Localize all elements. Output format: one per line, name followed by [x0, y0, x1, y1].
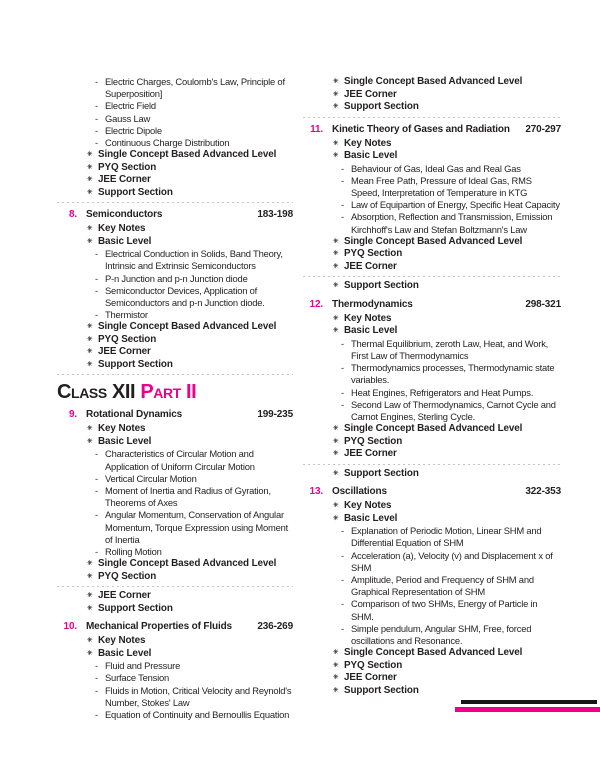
asterisk-bullet-icon: ✳	[333, 90, 339, 98]
toc-subitem	[57, 125, 293, 137]
toc-subitem-label: Electrical Conduction in Solids, Band Theory, Intrinsic and Extrinsic Semiconductors	[105, 248, 283, 272]
asterisk-bullet-icon: ✳	[333, 514, 339, 522]
toc-chapter-row	[303, 298, 561, 311]
toc-item-label: Key Notes	[344, 137, 392, 149]
toc-subitem-label: Electric Dipole	[105, 124, 162, 136]
toc-item	[303, 261, 561, 274]
toc-item-label: Key Notes	[98, 423, 146, 435]
dash-icon: -	[341, 211, 344, 223]
dashed-divider	[303, 464, 561, 465]
dash-icon: -	[95, 660, 98, 672]
asterisk-bullet-icon: ✳	[333, 237, 339, 245]
toc-item	[303, 672, 561, 685]
toc-item	[57, 436, 293, 449]
toc-subitem	[57, 309, 293, 321]
toc-subitem-label: Rolling Motion	[105, 546, 162, 558]
toc-subitem	[303, 163, 561, 175]
toc-item-label: PYQ Section	[98, 333, 157, 345]
dash-icon: -	[95, 485, 98, 497]
chapter-number: 12.	[309, 298, 323, 310]
toc-item-label: Key Notes	[344, 312, 392, 324]
toc-item	[57, 423, 293, 436]
toc-item	[303, 236, 561, 249]
toc-subitem	[303, 387, 561, 399]
toc-subitem-label: Angular Momentum, Conservation of Angular Momentum, Torque Expression using Moment of Inertia	[105, 509, 289, 545]
toc-item	[303, 101, 561, 114]
footer-bar-pink	[455, 707, 600, 712]
toc-item-label: Support Section	[344, 684, 419, 696]
toc-subitem-label: Semiconductor Devices, Application of Semiconductors and p-n Junction diode.	[105, 284, 265, 309]
asterisk-bullet-icon: ✳	[333, 686, 339, 694]
dash-icon: -	[95, 284, 98, 296]
toc-item	[303, 660, 561, 673]
toc-subitem-label: Fluid and Pressure	[105, 660, 181, 672]
toc-columns	[57, 76, 561, 721]
asterisk-bullet-icon: ✳	[333, 103, 339, 110]
toc-subitem	[303, 598, 561, 622]
toc-subitem	[303, 525, 561, 549]
toc-item-label: Basic Level	[344, 325, 398, 337]
asterisk-bullet-icon: ✳	[87, 604, 93, 612]
toc-subitem	[303, 211, 561, 235]
toc-item	[57, 558, 293, 571]
asterisk-bullet-icon: ✳	[333, 262, 339, 270]
toc-subitem	[57, 660, 293, 672]
toc-item	[57, 187, 293, 200]
chapter-page-range: 270-297	[525, 123, 561, 135]
dashed-divider	[57, 586, 293, 587]
chapter-page-range: 322-353	[525, 486, 561, 498]
toc-subitem	[57, 285, 293, 309]
toc-item	[303, 325, 561, 338]
toc-subitem-label: Electric Charges, Coulomb's Law, Principle of Superposition]	[105, 76, 285, 100]
toc-item	[57, 590, 293, 603]
chapter-number: 8.	[68, 209, 77, 221]
dash-icon: -	[341, 337, 344, 349]
toc-chapter-row	[57, 408, 293, 421]
chapter-title: Kinetic Theory of Gases and Radiation	[332, 123, 510, 135]
toc-item	[303, 248, 561, 261]
toc-subitem-label: Behaviour of Gas, Ideal Gas and Real Gas	[351, 162, 521, 174]
toc-subitem	[57, 546, 293, 558]
dash-icon: -	[95, 248, 98, 260]
chapter-number: 11.	[310, 123, 323, 135]
toc-item	[57, 346, 293, 359]
dash-icon: -	[95, 684, 98, 696]
dash-icon: -	[95, 272, 98, 284]
toc-subitem	[303, 399, 561, 423]
toc-chapter-row	[57, 208, 293, 221]
toc-item	[303, 76, 561, 89]
asterisk-bullet-icon: ✳	[333, 139, 339, 147]
toc-subitem	[57, 137, 293, 149]
toc-item	[303, 500, 561, 513]
toc-item	[57, 635, 293, 648]
toc-item-label: Single Concept Based Advanced Level	[98, 558, 277, 570]
toc-item-label: Support Section	[344, 280, 419, 292]
toc-item	[303, 423, 561, 436]
chapter-page-range: 236-269	[257, 621, 293, 633]
footer-bar-black	[461, 700, 597, 704]
dash-icon: -	[95, 672, 98, 684]
asterisk-bullet-icon: ✳	[333, 314, 339, 322]
toc-subitem	[57, 509, 293, 546]
toc-item-label: Single Concept Based Advanced Level	[344, 235, 523, 247]
toc-item-label: PYQ Section	[98, 570, 157, 582]
toc-subitem-label: Second Law of Thermodynamics, Carnot Cycle and Carnot Engines, Sterling Cycle.	[351, 398, 556, 422]
toc-subitem-label: Comparison of two SHMs, Energy of Particle in SHM.	[351, 598, 538, 622]
dash-icon: -	[341, 525, 344, 537]
toc-item	[303, 647, 561, 660]
asterisk-bullet-icon: ✳	[333, 425, 339, 433]
asterisk-bullet-icon: ✳	[333, 649, 339, 657]
toc-subitem	[303, 574, 561, 598]
chapter-title: Mechanical Properties of Fluids	[86, 621, 232, 633]
toc-column-right	[303, 76, 561, 721]
toc-item-label: Single Concept Based Advanced Level	[344, 423, 523, 435]
asterisk-bullet-icon: ✳	[87, 151, 93, 159]
toc-item	[303, 513, 561, 526]
toc-column-left	[57, 76, 293, 721]
toc-subitem	[57, 672, 293, 684]
toc-item-label: Single Concept Based Advanced Level	[344, 76, 523, 87]
toc-item	[303, 685, 561, 698]
toc-item	[57, 174, 293, 187]
chapter-page-range: 183-198	[257, 209, 293, 221]
toc-item	[57, 603, 293, 616]
section-heading-part-label: Part II	[140, 381, 197, 404]
chapter-page-range: 199-235	[257, 409, 293, 421]
toc-subitem	[303, 550, 561, 574]
toc-item-label: Key Notes	[344, 500, 392, 512]
dash-icon: -	[341, 386, 344, 398]
toc-item-label: Basic Level	[98, 647, 152, 659]
toc-subitem	[57, 473, 293, 485]
toc-item	[303, 313, 561, 326]
toc-item-label: Single Concept Based Advanced Level	[344, 647, 523, 659]
dash-icon: -	[341, 199, 344, 211]
dash-icon: -	[341, 362, 344, 374]
chapter-number: 9.	[68, 409, 77, 421]
toc-item	[303, 436, 561, 449]
asterisk-bullet-icon: ✳	[87, 637, 93, 645]
toc-item-label: JEE Corner	[344, 448, 397, 460]
dashed-divider	[303, 276, 561, 277]
toc-subitem-label: Vertical Circular Motion	[105, 472, 197, 484]
chapter-number: 10.	[63, 621, 77, 633]
toc-subitem-label: Mean Free Path, Pressure of Ideal Gas, RMS Speed, Interpretation of Temperature in KTG	[351, 174, 532, 198]
toc-subitem-label: Continuous Charge Distribution	[105, 137, 230, 149]
asterisk-bullet-icon: ✳	[333, 437, 339, 445]
asterisk-bullet-icon: ✳	[333, 502, 339, 510]
toc-item	[303, 89, 561, 102]
asterisk-bullet-icon: ✳	[333, 661, 339, 669]
toc-item	[57, 359, 293, 372]
asterisk-bullet-icon: ✳	[87, 176, 93, 184]
toc-item-label: Support Section	[98, 602, 173, 614]
dash-icon: -	[341, 622, 344, 634]
toc-item	[57, 149, 293, 162]
toc-item	[57, 648, 293, 661]
toc-subitem-label: Absorption, Reflection and Transmission, Emission Kirchhoff's Law and Stefan Boltzmann's Law	[351, 211, 553, 235]
toc-item-label: Support Section	[344, 101, 419, 112]
toc-item-label: Key Notes	[98, 635, 146, 647]
toc-subitem-label: Thermodynamics processes, Thermodynamic state variables.	[351, 362, 555, 386]
toc-subitem	[303, 338, 561, 362]
chapter-number: 13.	[309, 486, 323, 498]
dash-icon: -	[341, 398, 344, 410]
toc-subitem-label: Explanation of Periodic Motion, Linear SHM and Differential Equation of SHM	[351, 525, 542, 549]
toc-item	[57, 223, 293, 236]
dash-icon: -	[95, 137, 98, 149]
dash-icon: -	[95, 509, 98, 521]
asterisk-bullet-icon: ✳	[87, 425, 93, 433]
toc-chapter-row	[57, 620, 293, 633]
toc-subitem-label: Electric Field	[105, 100, 156, 112]
asterisk-bullet-icon: ✳	[333, 78, 339, 85]
toc-item	[303, 468, 561, 481]
toc-subitem	[303, 199, 561, 211]
chapter-title: Rotational Dynamics	[86, 409, 183, 421]
asterisk-bullet-icon: ✳	[87, 237, 93, 245]
toc-item-label: JEE Corner	[98, 174, 151, 186]
asterisk-bullet-icon: ✳	[87, 560, 93, 568]
toc-chapter-row	[303, 485, 561, 498]
toc-subitem-label: Law of Equipartion of Energy, Specific Heat Capacity	[351, 199, 560, 211]
asterisk-bullet-icon: ✳	[333, 152, 339, 159]
toc-subitem	[57, 76, 293, 100]
asterisk-bullet-icon: ✳	[87, 437, 93, 445]
asterisk-bullet-icon: ✳	[333, 250, 339, 258]
toc-subitem-label: Simple pendulum, Angular SHM, Free, forced oscillations and Resonance.	[351, 622, 532, 646]
toc-item-label: Support Section	[344, 467, 419, 479]
toc-item	[57, 162, 293, 175]
toc-item-label: Single Concept Based Advanced Level	[98, 321, 277, 333]
dash-icon: -	[341, 174, 344, 186]
toc-subitem-label: Acceleration (a), Velocity (v) and Displacement x of SHM	[351, 549, 553, 573]
dashed-divider	[57, 374, 293, 375]
asterisk-bullet-icon: ✳	[87, 335, 93, 343]
chapter-title: Oscillations	[332, 486, 387, 498]
asterisk-bullet-icon: ✳	[87, 592, 93, 600]
toc-subitem-label: Fluids in Motion, Critical Velocity and Reynold's Number, Stokes' Law	[105, 684, 292, 708]
toc-item-label: PYQ Section	[98, 161, 157, 173]
asterisk-bullet-icon: ✳	[333, 282, 339, 290]
toc-item	[303, 150, 561, 163]
section-heading	[57, 382, 293, 403]
dash-icon: -	[341, 549, 344, 561]
toc-subitem-label: Surface Tension	[105, 672, 170, 684]
toc-subitem	[57, 100, 293, 112]
toc-subitem	[57, 709, 293, 721]
dash-icon: -	[95, 472, 98, 484]
toc-subitem-label: Gauss Law	[105, 112, 151, 124]
toc-subitem	[57, 248, 293, 272]
dash-icon: -	[95, 100, 98, 112]
chapter-page-range: 298-321	[525, 298, 561, 310]
chapter-title: Thermodynamics	[332, 298, 413, 310]
asterisk-bullet-icon: ✳	[333, 450, 339, 458]
toc-subitem-label: Moment of Inertia and Radius of Gyration, Theorems of Axes	[105, 485, 271, 509]
toc-item-label: JEE Corner	[98, 590, 151, 602]
asterisk-bullet-icon: ✳	[87, 163, 93, 171]
dash-icon: -	[95, 709, 98, 721]
toc-subitem	[57, 485, 293, 509]
dashed-divider	[303, 117, 561, 118]
toc-item-label: JEE Corner	[344, 88, 397, 100]
toc-subitem	[303, 623, 561, 647]
asterisk-bullet-icon: ✳	[87, 348, 93, 356]
dash-icon: -	[95, 448, 98, 460]
asterisk-bullet-icon: ✳	[87, 323, 93, 331]
toc-item	[57, 321, 293, 334]
toc-item-label: Basic Level	[344, 512, 398, 524]
toc-item-label: PYQ Section	[344, 248, 403, 260]
asterisk-bullet-icon: ✳	[333, 469, 339, 477]
toc-subitem-label: Equation of Continuity and Bernoullis Equation	[105, 709, 290, 721]
toc-subitem	[57, 273, 293, 285]
toc-subitem-label: Characteristics of Circular Motion and Application of Uniform Circular Motion	[105, 448, 255, 472]
toc-item-label: PYQ Section	[344, 435, 403, 447]
dash-icon: -	[341, 573, 344, 585]
dash-icon: -	[341, 162, 344, 174]
toc-item	[57, 334, 293, 347]
asterisk-bullet-icon: ✳	[87, 225, 93, 233]
toc-item-label: JEE Corner	[344, 260, 397, 272]
dash-icon: -	[95, 309, 98, 321]
toc-subitem	[303, 175, 561, 199]
toc-item	[303, 448, 561, 461]
toc-item-label: Support Section	[98, 186, 173, 198]
toc-item	[57, 236, 293, 249]
asterisk-bullet-icon: ✳	[87, 360, 93, 368]
toc-item-label: Key Notes	[98, 223, 146, 235]
toc-subitem	[303, 362, 561, 386]
toc-subitem	[57, 685, 293, 709]
asterisk-bullet-icon: ✳	[87, 188, 93, 196]
asterisk-bullet-icon: ✳	[87, 649, 93, 657]
toc-item-label: Single Concept Based Advanced Level	[98, 149, 277, 161]
toc-subitem-label: P-n Junction and p-n Junction diode	[105, 272, 248, 284]
toc-item-label: Basic Level	[98, 435, 152, 447]
toc-item	[57, 571, 293, 584]
dash-icon: -	[341, 598, 344, 610]
toc-item-label: PYQ Section	[344, 659, 403, 671]
toc-subitem-label: Heat Engines, Refrigerators and Heat Pumps.	[351, 386, 534, 398]
toc-subitem	[57, 113, 293, 125]
dash-icon: -	[95, 76, 98, 87]
dash-icon: -	[95, 546, 98, 558]
toc-item-label: JEE Corner	[344, 672, 397, 684]
chapter-title: Semiconductors	[86, 209, 163, 221]
toc-subitem-label: Amplitude, Period and Frequency of SHM and Graphical Representation of SHM	[351, 573, 534, 598]
toc-subitem-label: Thermistor	[105, 309, 148, 321]
asterisk-bullet-icon: ✳	[87, 572, 93, 580]
dashed-divider	[57, 202, 293, 203]
toc-item-label: Basic Level	[344, 150, 398, 161]
asterisk-bullet-icon: ✳	[333, 327, 339, 335]
toc-item	[303, 280, 561, 293]
dash-icon: -	[95, 124, 98, 136]
toc-subitem	[57, 448, 293, 472]
toc-subitem-label: Thermal Equilibrium, zeroth Law, Heat, and Work, First Law of Thermodynamics	[351, 337, 549, 361]
asterisk-bullet-icon: ✳	[333, 674, 339, 682]
section-heading-class-label: Class XII	[57, 381, 141, 404]
toc-item-label: JEE Corner	[98, 346, 151, 358]
toc-chapter-row	[303, 123, 561, 136]
toc-item-label: Basic Level	[98, 235, 152, 247]
toc-item-label: Support Section	[98, 358, 173, 370]
dash-icon: -	[95, 112, 98, 124]
toc-item	[303, 138, 561, 151]
